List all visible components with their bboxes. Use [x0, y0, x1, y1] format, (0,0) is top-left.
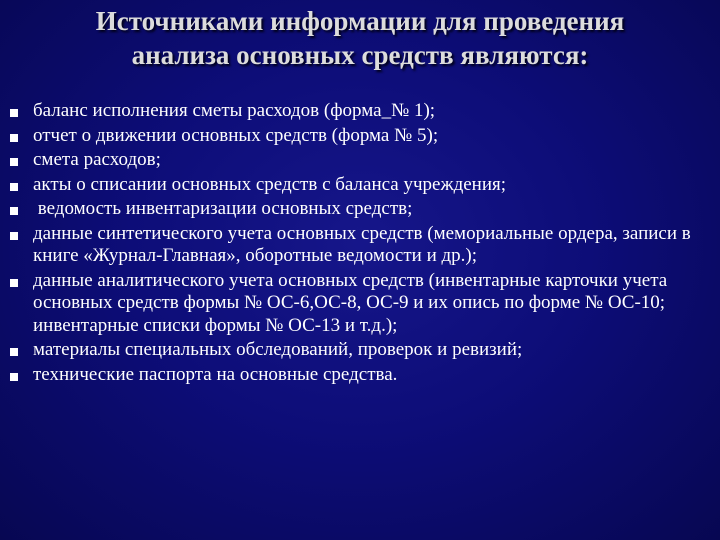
list-item-text: технические паспорта на основные средства. — [33, 363, 398, 385]
slide-title — [40, 4, 680, 72]
list-item-text: материалы специальных обследований, проверок и ревизий; — [33, 339, 523, 360]
square-bullet-icon — [10, 134, 18, 142]
square-bullet-icon — [10, 183, 18, 191]
source-list — [10, 100, 712, 388]
list-item — [10, 125, 712, 148]
list-item-text: данные синтетического учета основных средств (мемориальные ордера, записи в книге «Журнал-Главная», оборотные ведомости и др.); — [33, 222, 691, 266]
slide-title-line-1: Источниками информации для проведения — [95, 6, 625, 36]
list-item-text: акты о списании основных средств с баланса учреждения; — [33, 173, 507, 195]
list-item — [10, 149, 712, 172]
list-item-text: смета расходов; — [33, 149, 161, 170]
list-item — [10, 364, 712, 387]
list-item — [10, 198, 712, 221]
list-item — [10, 100, 712, 123]
square-bullet-icon — [10, 207, 18, 215]
list-item-text: отчет о движении основных средств (форма № 5); — [33, 124, 439, 146]
square-bullet-icon — [10, 158, 18, 166]
square-bullet-icon — [10, 109, 18, 117]
square-bullet-icon — [10, 232, 18, 240]
square-bullet-icon — [10, 373, 18, 381]
list-item — [10, 270, 712, 338]
square-bullet-icon — [10, 348, 18, 356]
list-item-text: данные аналитического учета основных средств (инвентарные карточки учета основных средств формы № ОС-6,ОС-8, ОС-9 и их опись по форме № ОС-10; инвентарные списки формы № ОС-13 и т.д.); — [33, 269, 668, 336]
slide-title-line-2: анализа основных средств являются: — [131, 40, 589, 70]
list-item — [10, 174, 712, 197]
list-item-text: баланс исполнения сметы расходов (форма_№ 1); — [33, 100, 436, 121]
list-item-text: ведомость инвентаризации основных средств; — [33, 198, 413, 219]
square-bullet-icon — [10, 279, 18, 287]
list-item — [10, 339, 712, 362]
list-item — [10, 223, 712, 268]
